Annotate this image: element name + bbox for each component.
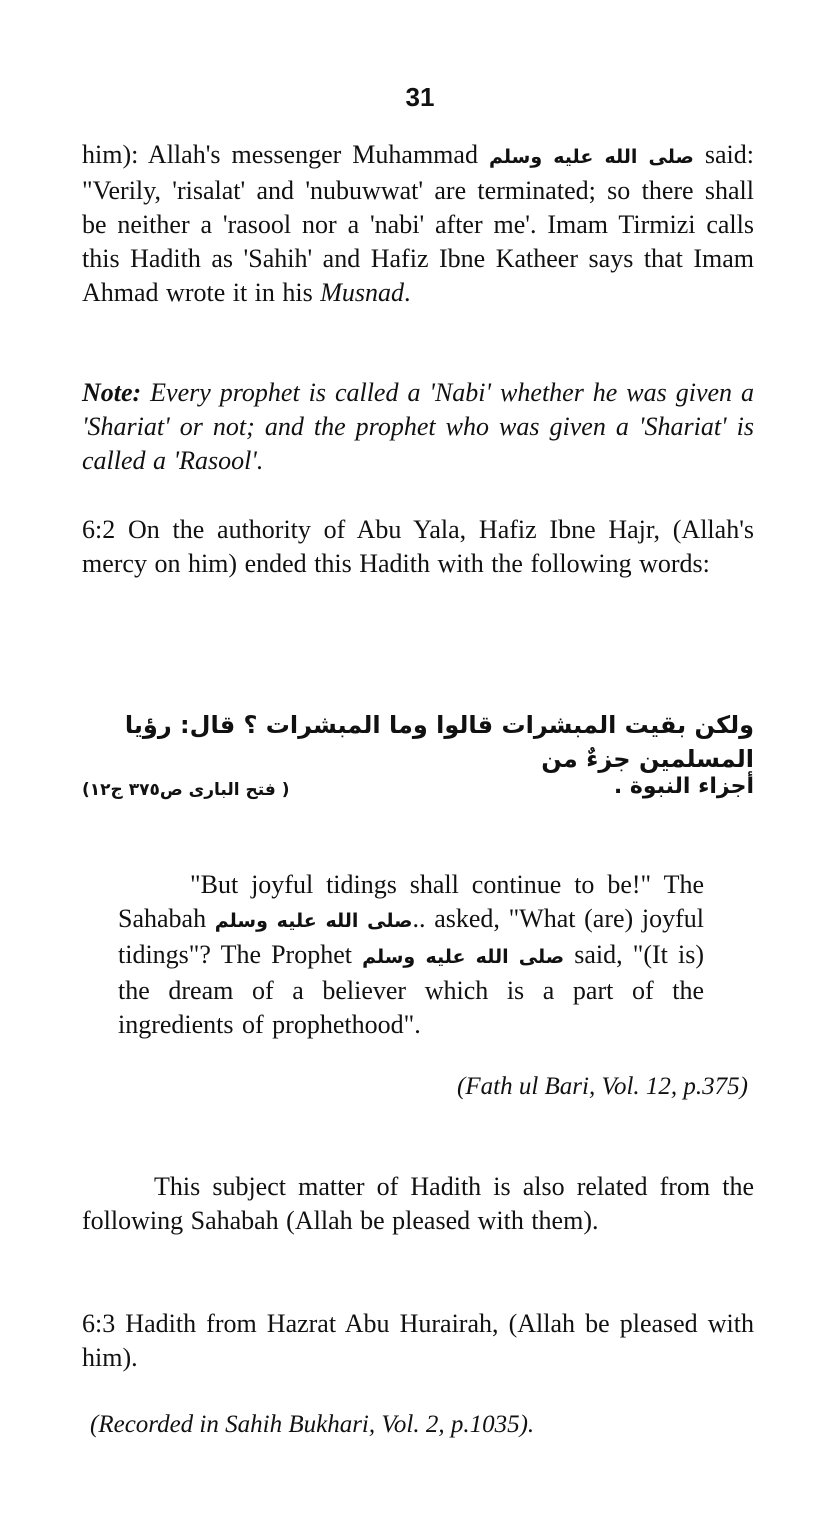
quote-text-b: .. asked, "What (are) joyful tidings"? The Prophet — [118, 904, 704, 969]
salutation-arabic-prophet: صلى الله عليه وسلم — [362, 946, 565, 968]
salutation-arabic: صلى الله عليه وسلم — [488, 146, 694, 168]
intro-text-end: . — [404, 278, 411, 307]
note-label: Note: — [82, 378, 142, 407]
note-paragraph — [82, 376, 754, 478]
arabic-hadith-line-2: أجزاء النبوة . — [613, 774, 754, 799]
page-number: 31 — [405, 82, 435, 112]
hadith-paragraph-6-2: 6:2 On the authority of Abu Yala, Hafiz Ibne Hajr, (Allah's mercy on him) ended this Hadith with the following words: — [82, 515, 754, 578]
note-text: Every prophet is called a 'Nabi' whether he was given a 'Shariat' or not; and the prophet who was given a 'Shariat' is called a 'Rasool'. — [82, 378, 754, 475]
arabic-source-reference: ( فتح البارى ص٣٧٥ ج١٢) — [82, 780, 290, 800]
reference-sahih-bukhari: (Recorded in Sahih Bukhari, Vol. 2, p.1035). — [90, 1411, 535, 1438]
quote-text-a: "But joyful tidings shall continue to be!" The Sahabah — [118, 870, 704, 933]
book-title-musnad: Musnad — [320, 278, 405, 307]
reference-fath-ul-bari: (Fath ul Bari, Vol. 12, p.375) — [457, 1073, 748, 1100]
arabic-hadith-line-1: ولكن بقيت المبشرات قالوا وما المبشرات ؟ قال: رؤيا المسلمين جزءٌ من — [124, 711, 754, 773]
hadith-paragraph-intro — [82, 138, 754, 310]
hadith-paragraph-6-3: 6:3 Hadith from Hazrat Abu Hurairah, (Allah be pleased with him). — [82, 1309, 754, 1372]
intro-text-a: him): Allah's messenger Muhammad — [82, 140, 489, 169]
intro-text-b: said: "Verily, 'risalat' and 'nubuwwat' are terminated; so there shall be neither a 'rasool nor a 'nabi' after me'. Imam Tirmizi calls this Hadith as 'Sahih' and Hafiz Ibne Katheer says that Imam Ahmad wrote it in his — [82, 140, 754, 307]
subject-matter-paragraph — [82, 1170, 754, 1238]
subject-matter-text: This subject matter of Hadith is also related from the following Sahabah (Allah be pleased with them). — [82, 1172, 754, 1235]
hadith-translation-quote — [118, 868, 704, 1042]
salutation-arabic-sahabah: صلى الله عليه وسلم — [214, 910, 413, 932]
quote-text-c: said, "(It is) the dream of a believer which is a part of the ingredients of prophethood". — [118, 940, 704, 1039]
